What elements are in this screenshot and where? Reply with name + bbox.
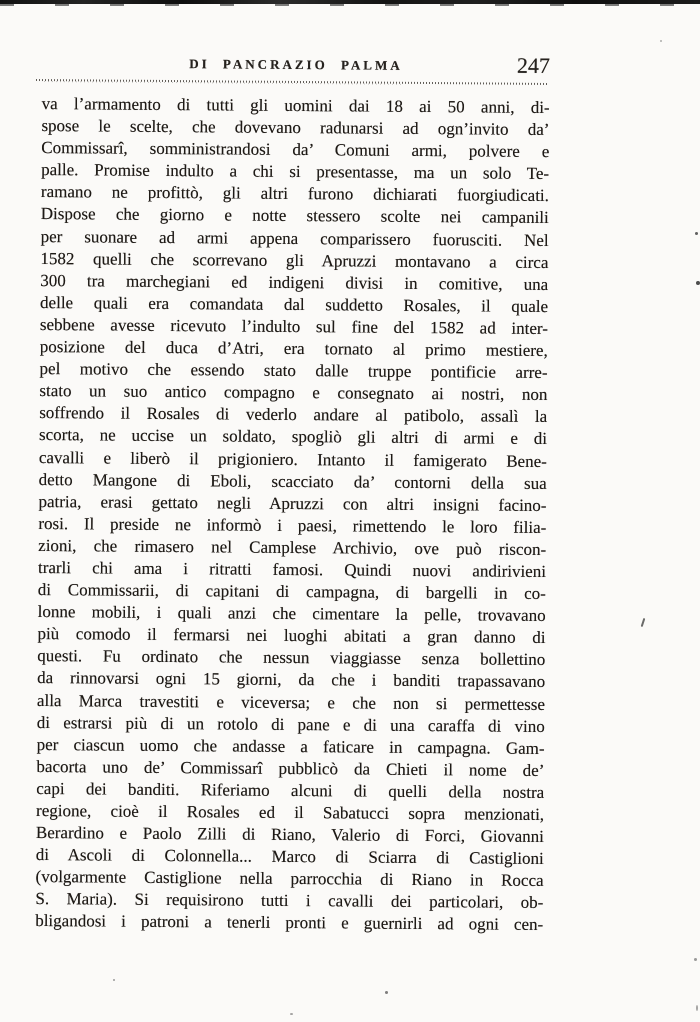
text-line: bligandosi i patroni a tenerli pronti e guernirli ad ogni cen- [35, 911, 544, 935]
scan-speck [696, 281, 700, 285]
text-line: zioni, che rimasero nel Camplese Archivio, ove può riscon- [38, 535, 547, 559]
text-line: delle quali era comandata dal suddetto Rosales, il quale [40, 292, 549, 316]
text-line: questi. Fu ordinato che nessun viaggiasse senza bollettino [37, 646, 546, 670]
text-line: regione, cioè il Rosales ed il Sabatucci sopra menzionati, [36, 800, 545, 824]
text-line: scorta, ne uccise un soldato, spogliò gli altri di armi e di [38, 425, 548, 449]
text-line: per ciascun uomo che andasse a faticare in campagna. Gam- [36, 734, 545, 758]
text-line: lonne mobili, i quali anzi che cimentare la pelle, trovavano [37, 602, 546, 626]
scan-speck [660, 40, 662, 42]
text-line: Dispose che giorno e notte stessero scolte nei campanili [40, 204, 549, 228]
text-line: patria, erasi gettato negli Apruzzi con altri insigni facino- [38, 491, 547, 515]
page-number: 247 [516, 52, 551, 79]
scan-speck [695, 232, 698, 235]
text-line: alla Marca travestiti e viceversa; e che non si permettesse [36, 690, 546, 714]
text-line: S. Maria). Si requisirono tutti i cavalli dei particolari, ob- [35, 889, 544, 913]
text-line: più comodo il fermarsi nei luoghi abitati a gran danno di [37, 624, 546, 648]
text-line: detto Mangone di Eboli, scacciato da’ contorni della sua [38, 469, 547, 493]
text-line: soffrendo il Rosales di vederlo andare al patibolo, assalì la [39, 403, 548, 427]
scan-speck [696, 1005, 698, 1011]
text-line: Commissarî, somministrandosi da’ Comuni armi, polvere e [41, 138, 550, 162]
scan-speck [290, 1013, 293, 1015]
text-line: ramano ne profittò, gli altri furono dichiarati fuorgiudicati. [40, 182, 550, 206]
text-line: da rinnovarsi ogni 15 giorni, da che i banditi trapassavano [37, 668, 546, 692]
page-body-text [35, 93, 550, 937]
text-line: cavalli e liberò il prigioniero. Intanto il famigerato Bene- [38, 447, 547, 471]
text-line: trarli chi ama i ritratti famosi. Quindi nuovi andirivieni [37, 557, 547, 581]
text-line: di Commissarii, di capitani di campagna, di bargelli in co- [37, 580, 546, 604]
text-line: Berardino e Paolo Zilli di Riano, Valerio di Forci, Giovanni [35, 823, 544, 847]
running-header-title: DI PANCRAZIO PALMA [189, 56, 403, 73]
text-line: 300 tra marchegiani ed indigeni divisi in comitive, una [40, 270, 549, 294]
text-line: per suonare ad armi appena comparissero fuorusciti. Nel [40, 226, 549, 250]
text-line: 1582 quelli che scorrevano gli Apruzzi montavano a circa [40, 248, 549, 272]
text-line: spose le scelte, che dovevano radunarsi ad ogn’invito da’ [41, 116, 550, 140]
text-line: sebbene avesse ricevuto l’indulto sul fine del 1582 ad inter- [39, 314, 548, 338]
text-line: di estrarsi più di un rotolo di pane e di una caraffa di vino [36, 712, 545, 736]
text-line: di Ascoli di Colonnella... Marco di Sciarra di Castiglioni [35, 845, 544, 869]
scan-speck [694, 958, 697, 961]
text-line: pel motivo che essendo stato dalle truppe pontificie arre- [39, 359, 548, 383]
text-line: capi dei banditi. Riferiamo alcuni di quelli della nostra [36, 778, 545, 802]
scan-speck [113, 979, 115, 981]
text-line: rosi. Il preside ne informò i paesi, rimettendo le loro filia- [38, 513, 547, 537]
scan-speck [385, 991, 388, 994]
text-line: bacorta uno de’ Commissarî pubblicò da Chieti il nome de’ [36, 756, 545, 780]
text-line: palle. Promise indulto a chi si presentasse, ma un solo Te- [41, 160, 550, 184]
text-line: posizione del duca d’Atri, era tornato al primo mestiere, [39, 337, 548, 361]
text-line: va l’armamento di tutti gli uomini dai 18 ai 50 anni, di- [41, 94, 550, 118]
header-dotted-rule [36, 79, 548, 85]
text-line: (volgarmente Castiglione nella parrocchia di Riano in Rocca [35, 867, 544, 891]
text-line: stato un suo antico compagno e consegnato ai nostri, non [39, 381, 548, 405]
